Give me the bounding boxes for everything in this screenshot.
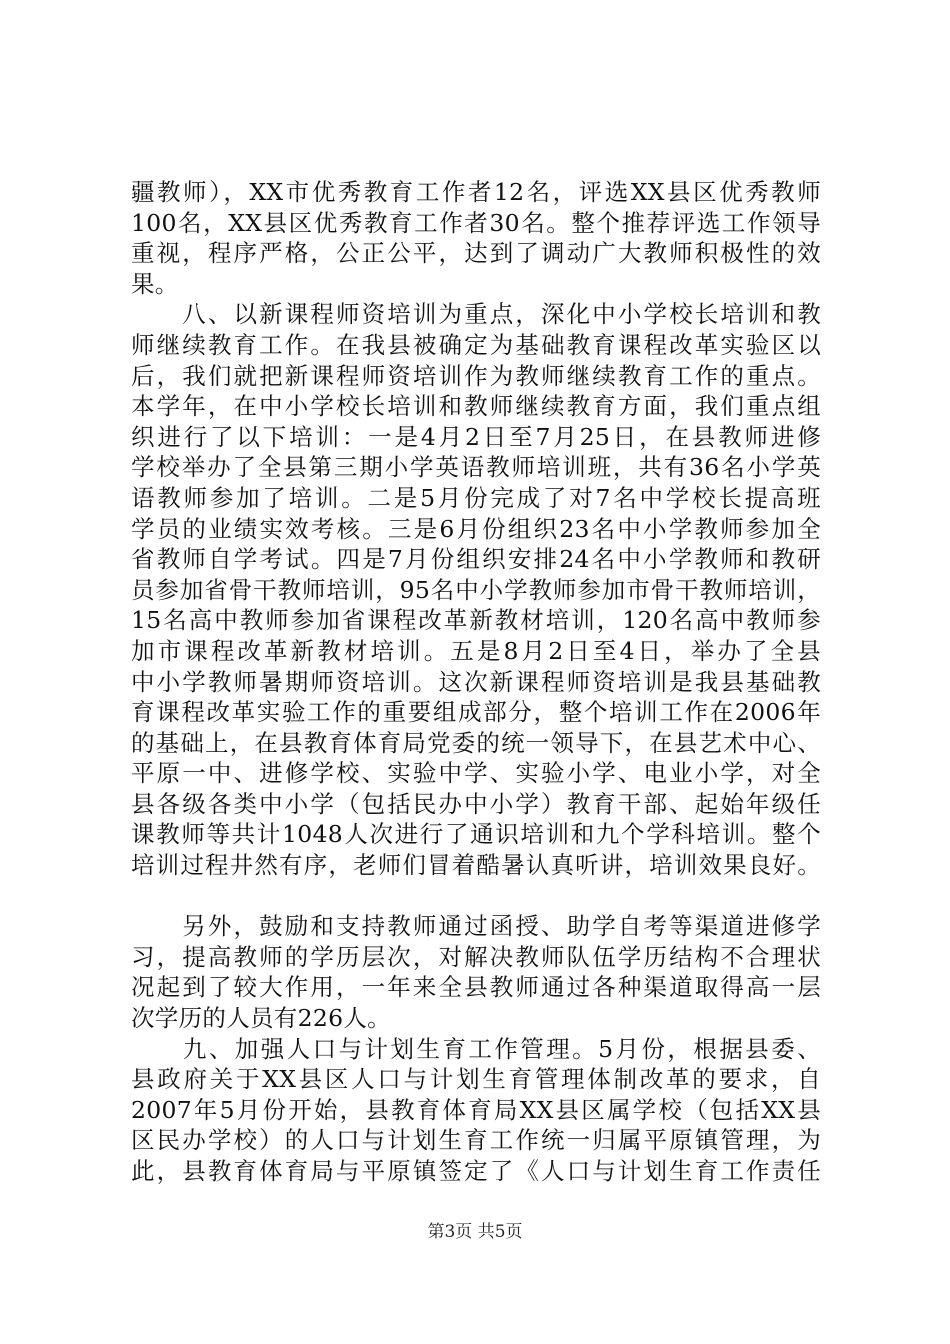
text-line: 育课程改革实验工作的重要组成部分，整个培训工作在2006年 (131, 698, 821, 727)
text-line: 此，县教育体育局与平原镇签定了《人口与计划生育工作责任 (131, 1157, 821, 1185)
text-line: 100名，XX县区优秀教育工作者30名。整个推荐评选工作领导 (131, 208, 821, 237)
text-line: 加市课程改革新教材培训。五是8月2日至4日，举办了全县 (131, 636, 821, 665)
text-line: 县各级各类中小学（包括民办中小学）教育干部、起始年级任 (131, 789, 821, 818)
text-line: 课教师等共计1048人次进行了通识培训和九个学科培训。整个 (131, 820, 821, 849)
text-line: 本学年，在中小学校长培训和教师继续教育方面，我们重点组 (131, 392, 821, 421)
text-line: 况起到了较大作用，一年来全县教师通过各种渠道取得高一层 (131, 973, 821, 1002)
text-line: 学员的业绩实效考核。三是6月份组织23名中小学教师参加全 (131, 514, 821, 543)
text-line: 九、加强人口与计划生育工作管理。5月份，根据县委、 (131, 1034, 821, 1063)
text-line: 疆教师），XX市优秀教育工作者12名，评选XX县区优秀教师 (131, 178, 821, 206)
document-body (131, 177, 821, 1187)
text-line: 后，我们就把新课程师资培训作为教师继续教育工作的重点。 (131, 361, 821, 390)
page-number-label: 第3页 共5页 (427, 1222, 523, 1242)
text-line: 次学历的人员有226人。 (131, 1004, 391, 1033)
text-line: 语教师参加了培训。二是5月份完成了对7名中学校长提高班 (131, 483, 821, 512)
text-line: 区民办学校）的人口与计划生育工作统一归属平原镇管理，为 (131, 1126, 821, 1155)
text-line: 八、以新课程师资培训为重点，深化中小学校长培训和教 (131, 300, 821, 329)
text-line: 培训过程井然有序，老师们冒着酷暑认真听讲，培训效果良好。 (131, 851, 821, 880)
text-line: 的基础上，在县教育体育局党委的统一领导下，在县艺术中心、 (131, 728, 821, 757)
text-line: 15名高中教师参加省课程改革新教材培训，120名高中教师参 (131, 606, 821, 635)
text-line: 另外，鼓励和支持教师通过函授、助学自考等渠道进修学 (131, 912, 821, 941)
blank-line (131, 881, 821, 912)
text-line: 中小学教师暑期师资培训。这次新课程师资培训是我县基础教 (131, 667, 821, 696)
text-line: 平原一中、进修学校、实验中学、实验小学、电业小学，对全 (131, 759, 821, 788)
text-line: 果。 (131, 269, 179, 298)
text-line: 习，提高教师的学历层次，对解决教师队伍学历结构不合理状 (131, 942, 821, 971)
page-footer (0, 1222, 950, 1242)
text-line: 重视，程序严格，公正公平，达到了调动广大教师积极性的效 (131, 239, 821, 268)
text-line: 织进行了以下培训：一是4月2日至7月25日，在县教师进修 (131, 422, 821, 451)
text-line: 县政府关于XX县区人口与计划生育管理体制改革的要求，自 (131, 1065, 821, 1094)
text-line: 师继续教育工作。在我县被确定为基础教育课程改革实验区以 (131, 330, 821, 359)
text-line: 省教师自学考试。四是7月份组织安排24名中小学教师和教研 (131, 545, 821, 574)
text-line: 2007年5月份开始，县教育体育局XX县区属学校（包括XX县 (131, 1095, 821, 1124)
text-line: 学校举办了全县第三期小学英语教师培训班，共有36名小学英 (131, 453, 821, 482)
text-line: 员参加省骨干教师培训，95名中小学教师参加市骨干教师培训， (131, 575, 821, 604)
